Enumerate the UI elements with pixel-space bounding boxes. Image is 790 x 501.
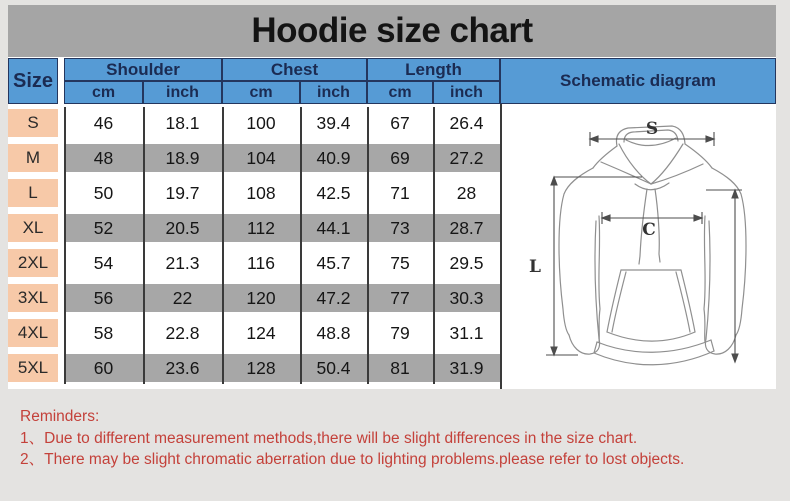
column-divider	[433, 107, 435, 384]
value-cell: 48.8	[300, 319, 367, 347]
size-cell: S	[8, 109, 58, 137]
side-length-dimension	[706, 190, 742, 362]
value-cell: 23.6	[143, 354, 222, 382]
value-cell: 67	[367, 109, 433, 137]
value-cell: 58	[64, 319, 143, 347]
size-cell: 4XL	[8, 319, 58, 347]
header-shoulder: Shoulder	[64, 58, 222, 81]
value-cell: 18.1	[143, 109, 222, 137]
hoodie-schematic-svg	[502, 104, 776, 389]
value-cell: 26.4	[433, 109, 500, 137]
value-cell: 75	[367, 249, 433, 277]
size-cell: L	[8, 179, 58, 207]
header-size: Size	[8, 58, 58, 104]
length-dimension	[546, 177, 642, 355]
table-body	[8, 109, 500, 382]
header-unit-length-inch: inch	[433, 81, 500, 104]
value-cell: 48	[64, 144, 143, 172]
size-cell: 3XL	[8, 284, 58, 312]
table-header	[8, 58, 776, 104]
value-cell: 52	[64, 214, 143, 242]
reminders-heading: Reminders:	[20, 408, 100, 425]
column-divider	[300, 107, 302, 384]
value-cell: 50	[64, 179, 143, 207]
value-cell: 44.1	[300, 214, 367, 242]
header-unit-shoulder-cm: cm	[64, 81, 143, 104]
value-cell: 27.2	[433, 144, 500, 172]
value-cell: 100	[222, 109, 300, 137]
value-cell: 40.9	[300, 144, 367, 172]
header-unit-chest-inch: inch	[300, 81, 367, 104]
value-cell: 81	[367, 354, 433, 382]
column-divider	[367, 107, 369, 384]
header-unit-length-cm: cm	[367, 81, 433, 104]
value-cell: 28.7	[433, 214, 500, 242]
value-cell: 46	[64, 109, 143, 137]
schematic-area	[500, 104, 776, 389]
value-cell: 60	[64, 354, 143, 382]
size-cell: XL	[8, 214, 58, 242]
title-band	[8, 5, 776, 57]
value-cell: 20.5	[143, 214, 222, 242]
column-divider	[64, 107, 66, 384]
column-divider	[143, 107, 145, 384]
value-cell: 71	[367, 179, 433, 207]
page-title: Hoodie size chart	[251, 11, 533, 50]
size-cell: 5XL	[8, 354, 58, 382]
value-cell: 79	[367, 319, 433, 347]
value-cell: 124	[222, 319, 300, 347]
reminder-item: 1、Due to different measurement methods,there will be slight differences in the size chart.	[20, 429, 638, 447]
header-chest: Chest	[222, 58, 367, 81]
value-cell: 50.4	[300, 354, 367, 382]
dimension-lines	[546, 132, 742, 362]
value-cell: 18.9	[143, 144, 222, 172]
value-cell: 22.8	[143, 319, 222, 347]
column-divider	[222, 107, 224, 384]
value-cell: 128	[222, 354, 300, 382]
header-unit-shoulder-inch: inch	[143, 81, 222, 104]
size-cell: M	[8, 144, 58, 172]
value-cell: 45.7	[300, 249, 367, 277]
value-cell: 112	[222, 214, 300, 242]
value-cell: 47.2	[300, 284, 367, 312]
value-cell: 42.5	[300, 179, 367, 207]
value-cell: 19.7	[143, 179, 222, 207]
value-cell: 31.9	[433, 354, 500, 382]
value-cell: 104	[222, 144, 300, 172]
header-length: Length	[367, 58, 500, 81]
reminders-section	[20, 406, 684, 471]
value-cell: 69	[367, 144, 433, 172]
value-cell: 39.4	[300, 109, 367, 137]
shoulder-label: S	[645, 119, 659, 139]
reminder-item: 2、There may be slight chromatic aberration due to lighting problems.please refer to lost objects.	[20, 451, 685, 468]
value-cell: 108	[222, 179, 300, 207]
size-cell: 2XL	[8, 249, 58, 277]
value-cell: 116	[222, 249, 300, 277]
value-cell: 73	[367, 214, 433, 242]
value-cell: 77	[367, 284, 433, 312]
header-schematic: Schematic diagram	[500, 58, 776, 104]
length-label: L	[529, 257, 541, 277]
value-cell: 30.3	[433, 284, 500, 312]
hoodie-outline	[559, 126, 746, 365]
value-cell: 21.3	[143, 249, 222, 277]
value-cell: 31.1	[433, 319, 500, 347]
value-cell: 56	[64, 284, 143, 312]
value-cell: 120	[222, 284, 300, 312]
header-unit-chest-cm: cm	[222, 81, 300, 104]
value-cell: 28	[433, 179, 500, 207]
value-cell: 54	[64, 249, 143, 277]
value-cell: 22	[143, 284, 222, 312]
chest-label: C	[642, 220, 656, 240]
value-cell: 29.5	[433, 249, 500, 277]
